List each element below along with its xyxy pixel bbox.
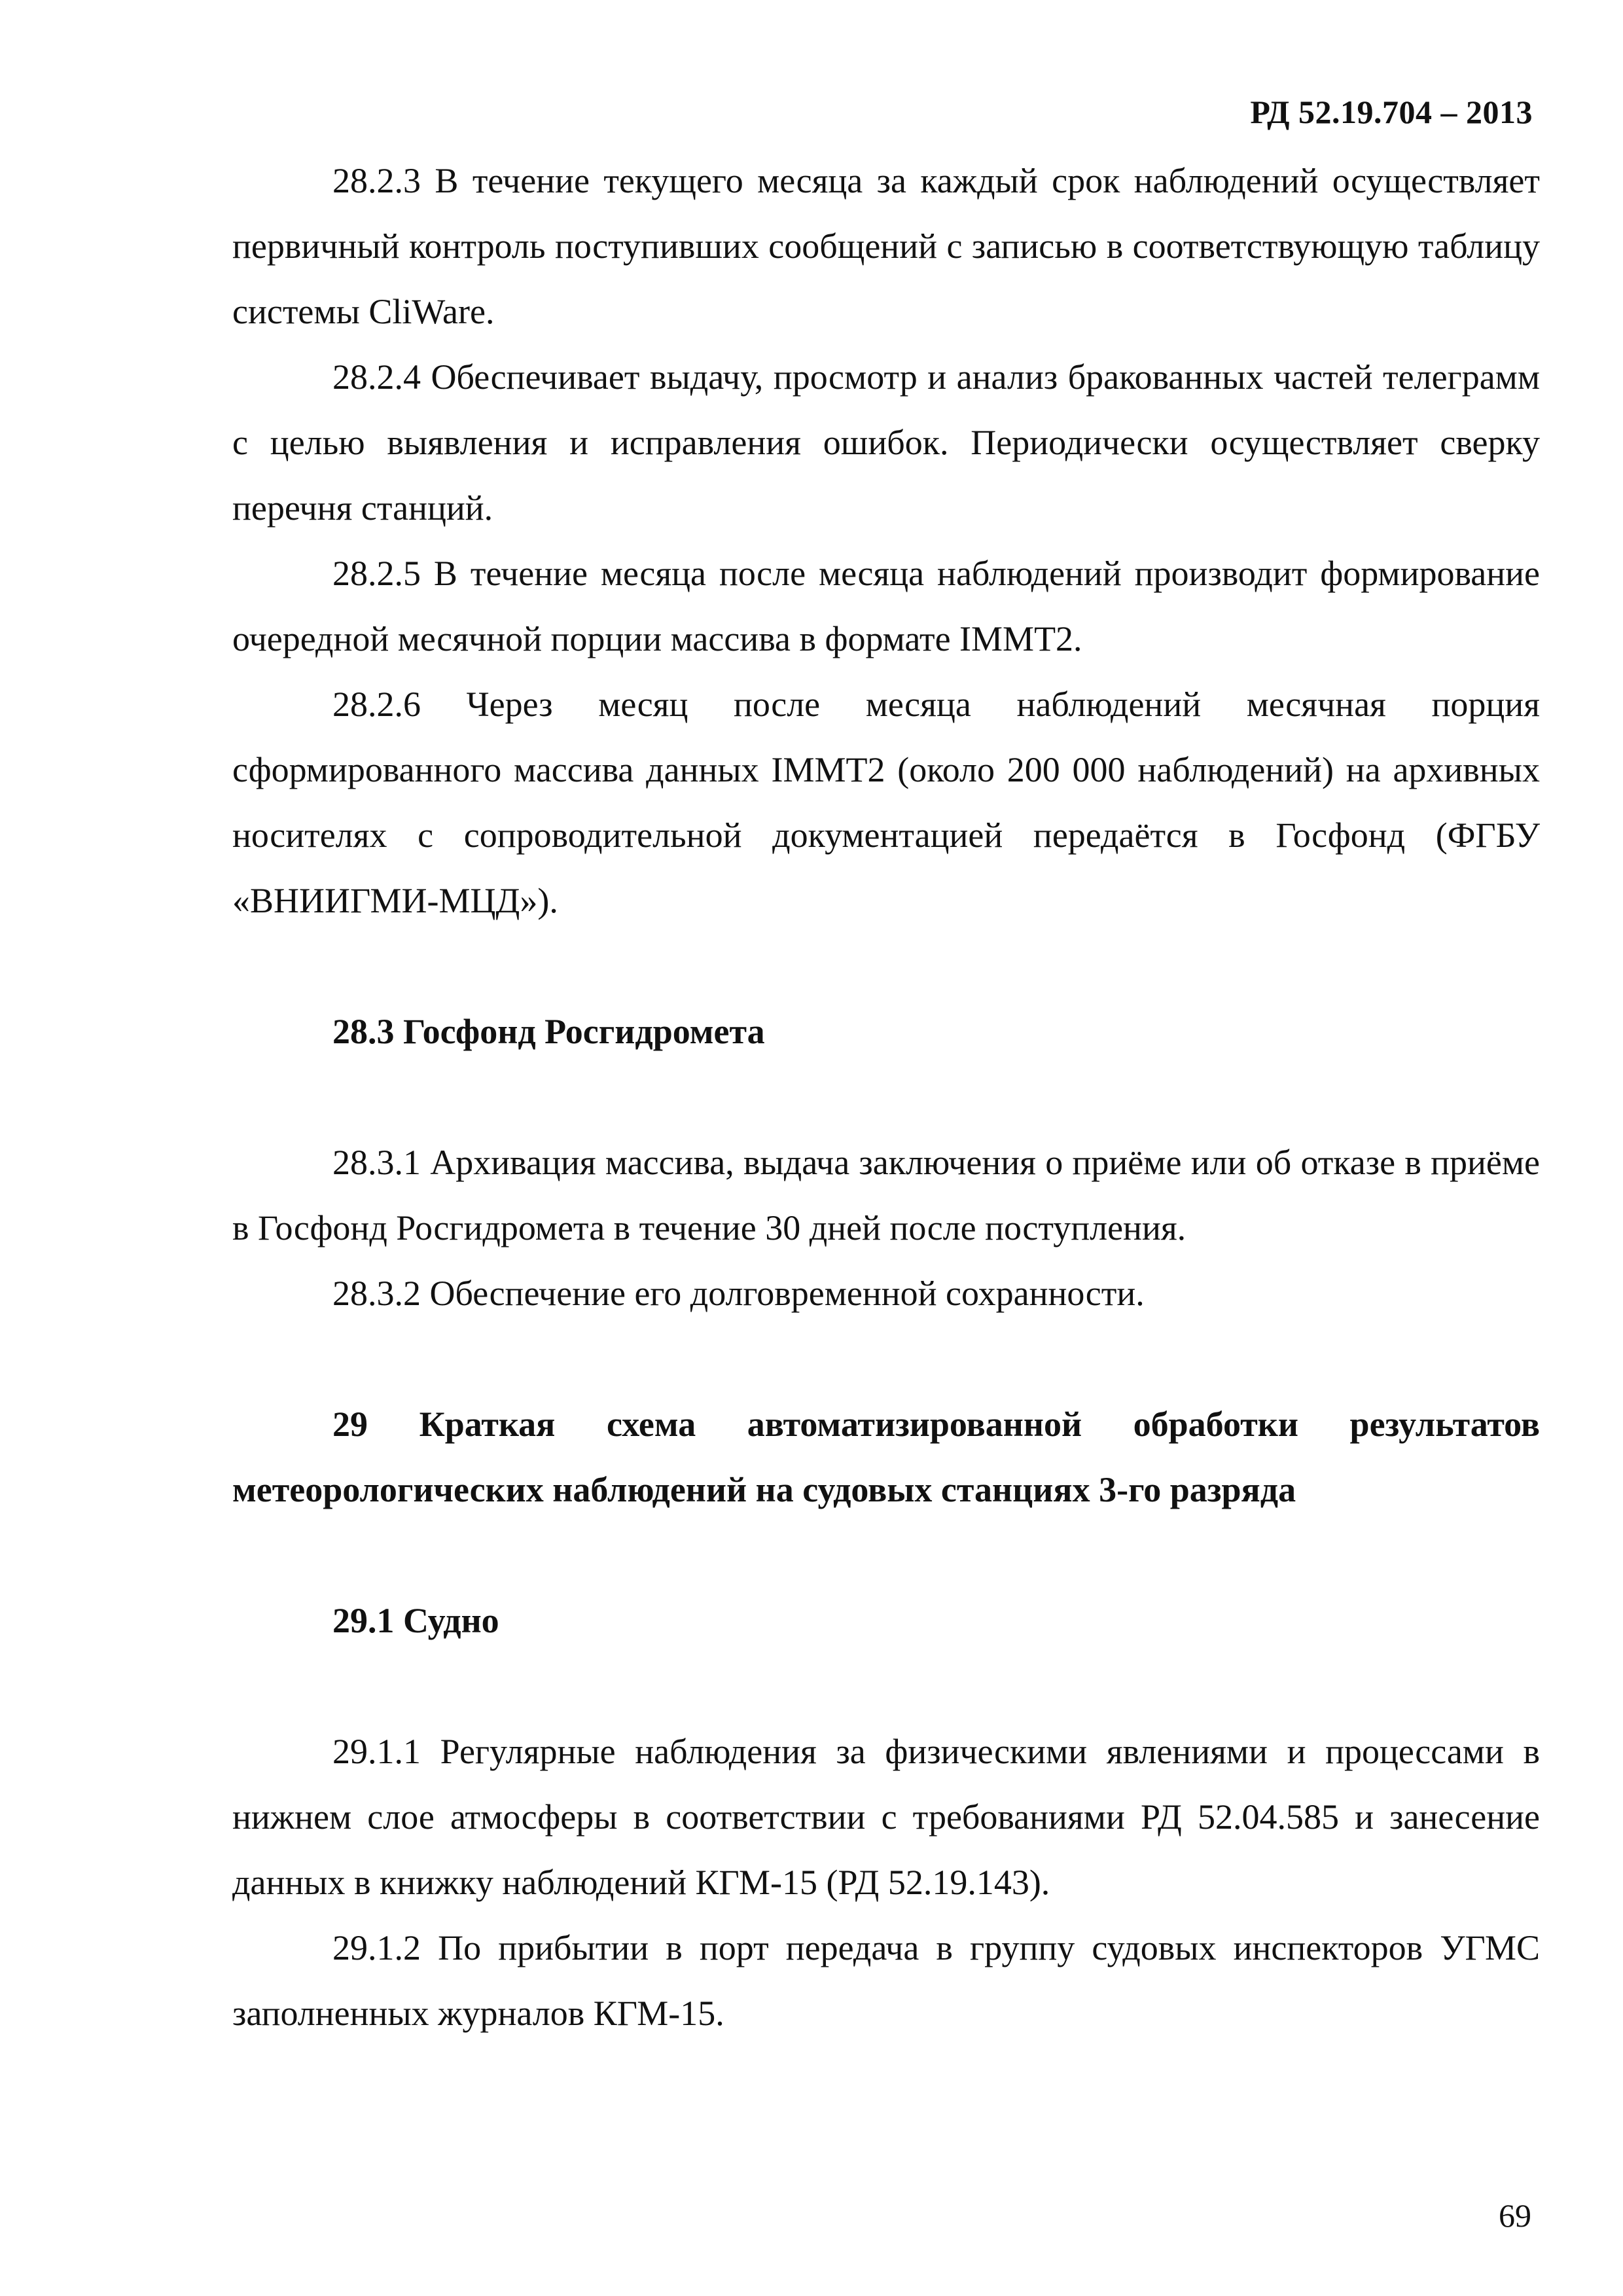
paragraph-29-1-1: 29.1.1 Регулярные наблюдения за физическими явлениями и процессами в нижнем слое атмосферы в соответствии с требованиями РД 52.04.585 и занесение данных в книжку наблюдений КГМ-15 (РД 52.19.143). (232, 1732, 1540, 1902)
spacer (232, 933, 1540, 999)
spacer (232, 1653, 1540, 1719)
paragraph-28-2-4: 28.2.4 Обеспечивает выдачу, просмотр и анализ бракованных частей телеграмм с целью выявления и исправления ошибок. Периодически осуществляет сверку перечня станций. (232, 357, 1540, 528)
paragraph-28-2-5: 28.2.5 В течение месяца после месяца наблюдений производит формирование очередной месячной порции массива в формате IMMT2. (232, 554, 1540, 658)
spacer (232, 1326, 1540, 1391)
page-number: 69 (1499, 2197, 1531, 2234)
paragraph-29-1-2: 29.1.2 По прибытии в порт передача в группу судовых инспекторов УГМС заполненных журналов КГМ-15. (232, 1928, 1540, 2033)
spacer (232, 1064, 1540, 1130)
paragraph-28-3-1: 28.3.1 Архивация массива, выдача заключения о приёме или об отказе в приёме в Госфонд Росгидромета в течение 30 дней после поступления. (232, 1143, 1540, 1247)
section-heading-28-3: 28.3 Госфонд Росгидромета (332, 1012, 765, 1051)
paragraph-28-2-6: 28.2.6 Через месяц после месяца наблюдений месячная порция сформированного массива данных IMMT2 (около 200 000 наблюдений) на архивных носителях с сопроводительной документацией передаётся в Госфонд (ФГБУ «ВНИИГМИ-МЦД»). (232, 685, 1540, 920)
paragraph-28-2-3: 28.2.3 В течение текущего месяца за каждый срок наблюдений осуществляет первичный контроль поступивших сообщений с записью в соответствующую таблицу системы CliWare. (232, 161, 1540, 331)
spacer (232, 1522, 1540, 1588)
section-heading-29-1: 29.1 Судно (332, 1601, 499, 1640)
paragraph-28-3-2: 28.3.2 Обеспечение его долговременной сохранности. (332, 1274, 1145, 1313)
document-body (232, 148, 1540, 2046)
section-heading-29: 29 Краткая схема автоматизированной обработки результатов метеорологических наблюдений на судовых станциях 3-го разряда (232, 1405, 1540, 1509)
document-header-id: РД 52.19.704 – 2013 (1250, 94, 1533, 130)
